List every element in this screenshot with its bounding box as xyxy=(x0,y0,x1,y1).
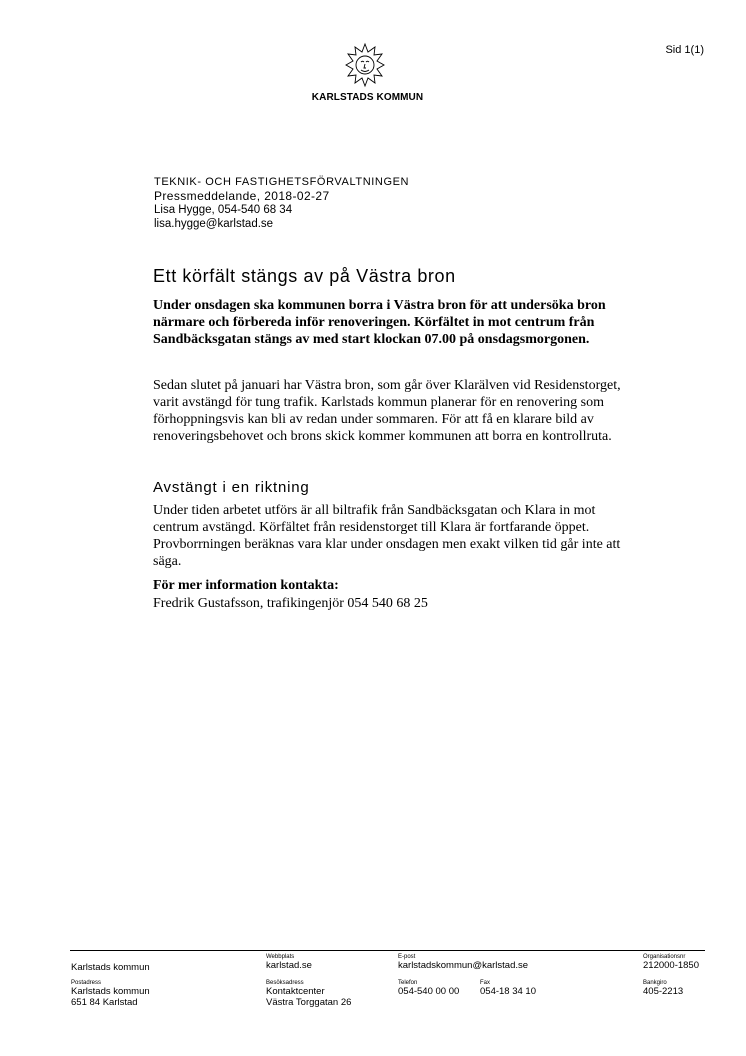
footer-visit-line1: Kontaktcenter xyxy=(266,986,325,997)
article-body-paragraph: Under tiden arbetet utförs är all biltrafik från Sandbäcksgatan och Klara in mot centrum avstängd. Körfältet från residenstorget till Klara är fortfarande öppet. Provborrningen beräknas vara klar under onsdagen men exakt vilken tid går inte att säga. xyxy=(153,503,621,569)
footer-bankgiro xyxy=(643,980,683,997)
press-release-date: Pressmeddelande, 2018-02-27 xyxy=(154,189,330,203)
footer-orgnr xyxy=(643,954,699,971)
footer-phone-label: Telefon xyxy=(398,980,418,986)
department-name: TEKNIK- OCH FASTIGHETSFÖRVALTNINGEN xyxy=(154,176,410,188)
footer-divider xyxy=(70,950,705,951)
footer-email-label: E-post xyxy=(398,954,416,960)
footer-fax-value: 054-18 34 10 xyxy=(480,986,536,997)
footer-postal-line1: Karlstads kommun xyxy=(71,986,150,997)
footer-phone-value: 054-540 00 00 xyxy=(398,986,460,997)
footer-email xyxy=(398,954,528,971)
page-number: Sid 1(1) xyxy=(665,44,704,56)
contact-heading: För mer information kontakta: xyxy=(153,578,339,593)
article-subheading: Avstängt i en riktning xyxy=(153,479,310,496)
footer-web-value[interactable]: karlstad.se xyxy=(266,960,312,971)
footer-postal xyxy=(71,980,150,1008)
footer-postal-line2: 651 84 Karlstad xyxy=(71,997,138,1008)
article-title: Ett körfält stängs av på Västra bron xyxy=(153,266,456,286)
footer-orgnr-label: Organisationsnr xyxy=(643,954,686,960)
footer-org xyxy=(71,962,150,973)
contact-name-phone: Lisa Hygge, 054-540 68 34 xyxy=(154,204,293,216)
footer-visit-label: Besöksadress xyxy=(266,980,304,986)
footer-bankgiro-label: Bankgiro xyxy=(643,980,667,986)
footer-visit xyxy=(266,980,351,1008)
footer-visit-line2: Västra Torggatan 26 xyxy=(266,997,352,1008)
footer-postal-label: Postadress xyxy=(71,980,102,986)
contact-person: Fredrik Gustafsson, trafikingenjör 054 540 68 25 xyxy=(153,596,428,611)
footer-org-value: Karlstads kommun xyxy=(71,962,150,973)
footer-fax-label: Fax xyxy=(480,980,491,986)
footer-email-value[interactable]: karlstadskommun@karlstad.se xyxy=(398,960,529,971)
footer-fax xyxy=(480,980,536,997)
footer-web xyxy=(266,954,312,971)
article-body-paragraph: Sedan slutet på januari har Västra bron, som går över Klarälven vid Residenstorget, varit avstängd för tung trafik. Karlstads kommun planerar för en renovering som förhoppningsvis kan bli av redan under sommaren. För att få en klarare bild av renoveringsbehovet och brons skick kommer kommunen att borra en kontrollruta. xyxy=(153,378,621,444)
letter-header xyxy=(154,175,409,231)
footer-web-label: Webbplats xyxy=(266,954,295,960)
footer-orgnr-value: 212000-1850 xyxy=(643,960,699,971)
sun-logo-icon xyxy=(344,42,386,88)
contact-email[interactable]: lisa.hygge@karlstad.se xyxy=(154,218,274,230)
footer-bankgiro-value: 405-2213 xyxy=(643,986,684,997)
article-intro: Under onsdagen ska kommunen borra i Västra bron för att undersöka bron närmare och förbereda inför renoveringen. Körfältet in mot centrum från Sandbäcksgatan stängs av med start klockan 07.00 på onsdagsmorgonen. xyxy=(153,298,606,347)
org-logo-text: KARLSTADS KOMMUN xyxy=(311,92,424,103)
footer-phone xyxy=(398,980,459,997)
